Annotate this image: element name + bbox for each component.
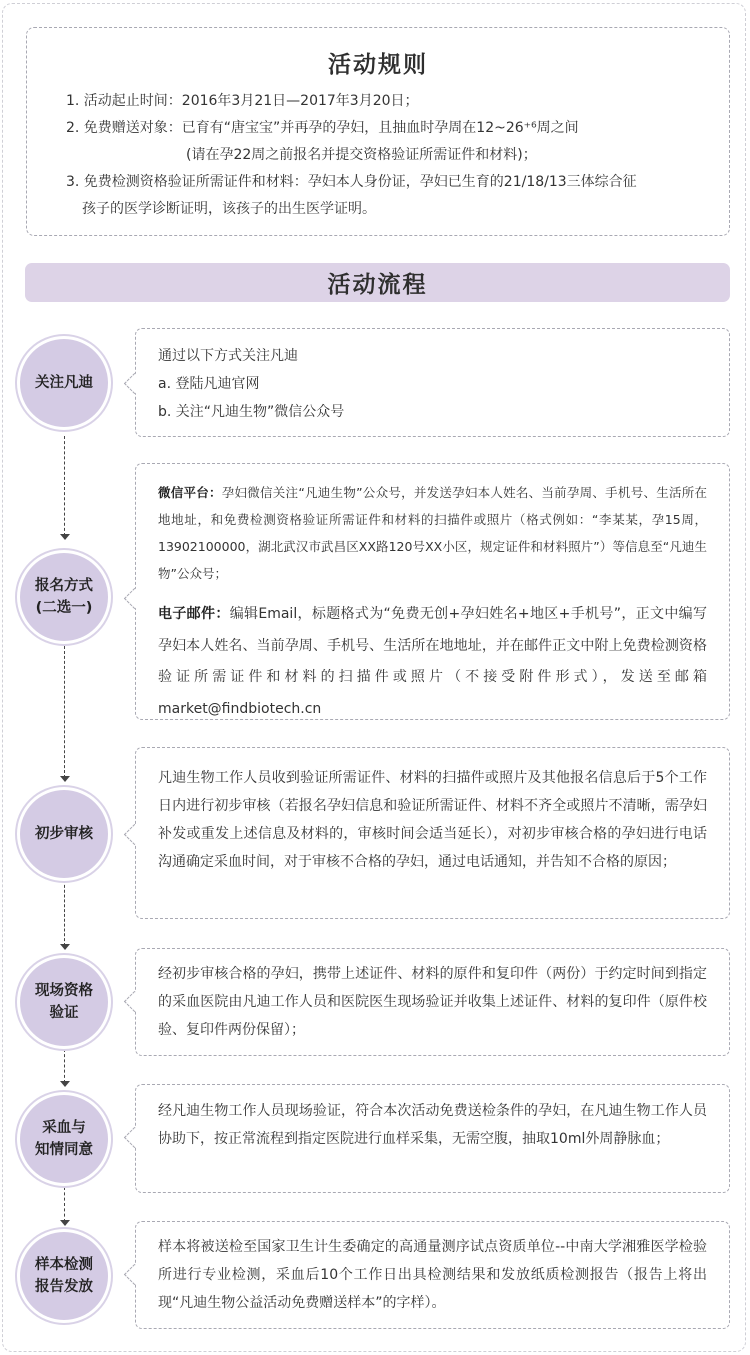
step-line: 通过以下方式关注凡迪 [158, 348, 298, 364]
step-circle-label: 现场资格 [35, 983, 93, 999]
step-circle-label: 采血与 [42, 1120, 86, 1136]
connector-line-3 [64, 880, 65, 946]
process-banner [25, 263, 730, 302]
step-box-blood [135, 1084, 730, 1193]
step-text: 经凡迪生物工作人员现场验证，符合本次活动免费送检条件的孕妇，在凡迪生物工作人员协助下，按正常流程到指定医院进行血样采集，无需空腹，抽取10ml外周静脉血； [158, 1103, 707, 1147]
step-circle-label-sub: (二选一) [35, 600, 93, 616]
step-box-register [135, 463, 730, 720]
step-circle-review [20, 790, 108, 878]
connector-arrow-2 [60, 776, 70, 782]
connector-line-5 [64, 1187, 65, 1222]
connector-line-4 [64, 1049, 65, 1083]
step-circle-label-sub: 知情同意 [35, 1142, 93, 1158]
connector-arrow-1 [60, 534, 70, 540]
rule-line-2-note: (请在孕22周之前报名并提交资格验证所需证件和材料)； [186, 147, 537, 163]
connector-line-2 [64, 646, 65, 778]
step-circle-onsite [20, 958, 108, 1046]
step-circle-follow [20, 339, 108, 427]
step-circle-register [20, 553, 108, 641]
rule-line-2: 2. 免费赠送对象：已育有“唐宝宝”并再孕的孕妇，且抽血时孕周在12~26⁺⁶周之间 [66, 120, 579, 136]
step-circle-label: 初步审核 [35, 826, 93, 842]
process-title: 活动流程 [327, 272, 428, 298]
email-label: 电子邮件： [158, 606, 230, 622]
step-text: 凡迪生物工作人员收到验证所需证件、材料的扫描件或照片及其他报名信息后于5个工作日内进行初步审核（若报名孕妇信息和验证所需证件、材料不齐全或照片不清晰，需孕妇补发或重发上述信息及材料的，审核时间会适当延长），对初步审核合格的孕妇进行电话沟通确定采血时间，对于审核不合格的孕妇，通过电话通知，并告知不合格的原因； [158, 770, 707, 870]
step-line: b. 关注“凡迪生物”微信公众号 [158, 404, 345, 420]
step-circle-label-sub: 报告发放 [35, 1279, 93, 1295]
connector-arrow-4 [60, 1081, 70, 1087]
step-circle-label-sub: 验证 [49, 1005, 79, 1021]
rules-title: 活动规则 [328, 52, 428, 78]
step-circle-label: 关注凡迪 [35, 375, 93, 391]
step-circle-label: 报名方式 [35, 578, 93, 594]
step-text: 经初步审核合格的孕妇，携带上述证件、材料的原件和复印件（两份）于约定时间到指定的采血医院由凡迪工作人员和医院医生现场验证并收集上述证件、材料的复印件（原件校验、复印件两份保留）； [158, 966, 707, 1038]
step-box-follow [135, 328, 730, 437]
step-circle-label: 样本检测 [35, 1257, 93, 1273]
step-line: a. 登陆凡迪官网 [158, 376, 260, 392]
connector-arrow-5 [60, 1220, 70, 1226]
step-text: 样本将被送检至国家卫生计生委确定的高通量测序试点资质单位--中南大学湘雅医学检验所进行专业检测，采血后10个工作日出具检测结果和发放纸质检测报告（报告上将出现“凡迪生物公益活动免费赠送样本”的字样）。 [158, 1239, 707, 1311]
connector-line-1 [64, 436, 65, 536]
step-box-onsite [135, 948, 730, 1056]
email-method [158, 599, 707, 725]
step-box-review [135, 747, 730, 919]
rule-line-3: 3. 免费检测资格验证所需证件和材料：孕妇本人身份证，孕妇已生育的21/18/13三体综合征 [66, 174, 637, 190]
connector-arrow-3 [60, 944, 70, 950]
rule-line-1: 1. 活动起止时间：2016年3月21日—2017年3月20日； [66, 93, 419, 109]
wechat-method [158, 479, 707, 587]
step-circle-blood [20, 1095, 108, 1183]
step-circle-report [20, 1232, 108, 1320]
email-text: 编辑Email，标题格式为“免费无创+孕妇姓名+地区+手机号”，正文中编写孕妇本人姓名、当前孕周、手机号、生活所在地地址，并在邮件正文中附上免费检测资格验证所需证件和材料的扫描件或照片（不接受附件形式），发送至邮箱market@findbiotech.cn [158, 606, 707, 717]
rule-line-3-cont: 孩子的医学诊断证明，该孩子的出生医学证明。 [82, 201, 376, 217]
step-box-report [135, 1221, 730, 1329]
wechat-label: 微信平台： [158, 485, 222, 500]
wechat-text: 孕妇微信关注“凡迪生物”公众号，并发送孕妇本人姓名、当前孕周、手机号、生活所在地地址，和免费检测资格验证所需证件和材料的扫描件或照片（格式例如：“李某某，孕15周，13902100000，湖北武汉市武昌区XX路120号XX小区，规定证件和材料照片”）等信息至“凡迪生物”公众号； [158, 485, 707, 581]
